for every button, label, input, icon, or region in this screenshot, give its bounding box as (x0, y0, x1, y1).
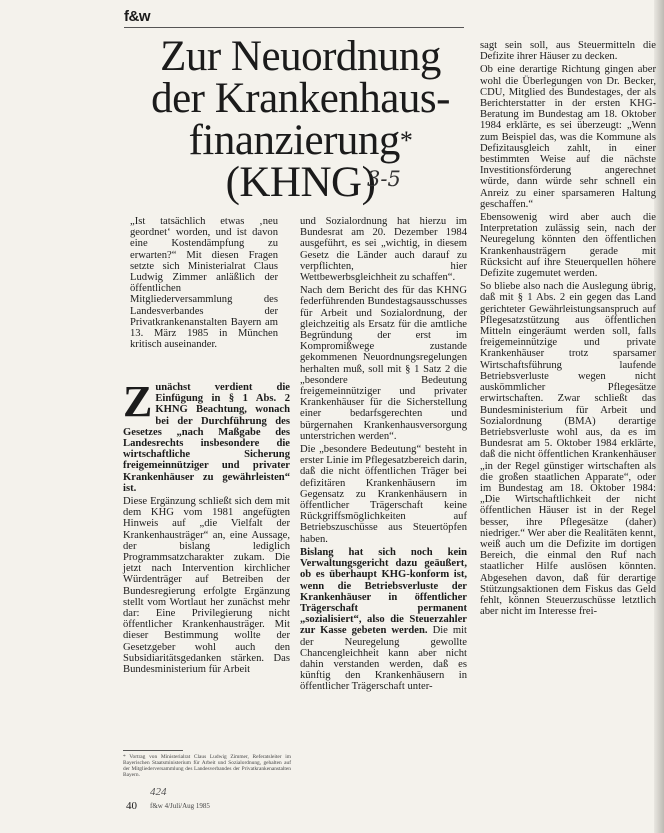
column-left (123, 377, 290, 677)
paragraph: Nach dem Bericht des für das KHNG federführenden Bundestagsausschusses für Arbeit und Sozialordnung, der gleichzeitig als Ersatz für die amtliche Begründung der erst im Kompromißwege zustande gekommenen Neuordnungsregelungen herhalten muß, soll mit § 1 Satz 2 die „besondere Bedeutung freigemeinnütziger und privater Krankenhäuser für die Sicherstellung einer bedarfsgerechten und bürgernahen Krankenhausversorgung unterstrichen werden“. (300, 285, 467, 442)
bold-paragraph: Bislang hat sich noch kein Verwaltungsgericht dazu geäußert, ob es überhaupt KHG-konform ist, wenn die Betriebsverluste der Krankenhäuser in öffentlicher Trägerschaft permanent „sozialisiert“, also die Steuerzahler zur Kasse gebeten werden. (300, 546, 467, 637)
header-rule (124, 27, 464, 28)
paragraph: Ob eine derartige Richtung gingen aber wohl die Überlegungen von Dr. Becker, CDU, Mitglied des Bundestages, der als Berichterstatter in der ersten KHG-Beratung im Bundestag am 18. Oktober 1984 erklärte, es sei überzeugt: „Wenn zum Beispiel das, was die Kommune als Defizitausgleich zahlt, in einer bestimmten Weise auf die nächste Investitionsförderung angerechnet würde, dann würde sehr schnell ein Anreiz zu einer sparsameren Haltung geschaffen.“ (480, 64, 656, 210)
magazine-logo: f&w (124, 8, 150, 25)
paragraph: Diese Ergänzung schließt sich dem mit dem KHG vom 1981 angefügten Hinweis auf „die Vielfalt der Krankenhausträger“ an, eine Aussage, der bislang lediglich Programmsatzcharakter zukam. Die jetzt nach Intervention kirchlicher Würdenträger auf Betreiben der Bundesregierung erfolgte Ergänzung stellt vom Wortlaut her zunächst mehr dar: Eine Privilegierung nicht öffentlicher Krankenhausträger. Mit dieser Bestimmung wollte der Gesetzgeber wohl auch den Subsidiaritätsgedanken stärken. Das Bundesministerium für Arbeit (123, 496, 290, 676)
title-line-4: (KHNG) (225, 159, 376, 206)
paragraph: So bliebe also nach die Auslegung übrig, daß mit § 1 Abs. 2 ein gegen das Land gerichteter Gewährleistungsanspruch auf Pflegesatzstützung aus öffentlichen Mitteln eingeräumt werden soll, falls freigemeinnützige und private Krankenhäuser trotz sparsamer Wirtschaftsführung laufende Betriebsverluste wegen nicht auskömmlicher Pflegesätze erwirtschaften. Zwar schließt das Bundesministerium für Arbeit und Sozialordnung (BMA) derartige Betriebsverluste wohl aus, da es im Bundesrat am 5. Oktober 1984 erklärte, daß die nicht öffentlichen Krankenhäuser „in der Regel günstiger wirtschaften als die großen staatlichen Apparate“, oder im Bundestag am 18. Oktober 1984: „Die Wirtschaftlichkeit der nicht öffentlichen Häuser ist in der Regel besser, ihre Pflegesätze (daher) niedriger.“ Wer aber die Realitäten kennt, weiß auch um die Defizite im dortigen Bereich, die einmal den Ruf nach staatlicher Hilfe auslösen könnten. Abgesehen davon, daß für derartige Stützungsaktionen dem Fiskus das Geld fehlt, können Steuerzuschüsse letztlich aber nicht im Interesse frei- (480, 281, 656, 618)
drop-cap: Z (123, 377, 153, 426)
title-line-3: finanzierung (188, 117, 400, 164)
lead-paragraph: unächst verdient die Einfügung in § 1 Abs. 2 KHNG Beachtung, wonach bei der Durchführung des Gesetzes „nach Maßgabe des Landesrechts insbesondere die wirtschaftliche Sicherung freigemeinnütziger und privater Krankenhäuser zu gewährleisten“ ist. (123, 382, 290, 494)
paragraph: sagt sein soll, aus Steuermitteln die Defizite ihrer Häuser zu decken. (480, 40, 656, 63)
title-line-1: Zur Neuordnung (160, 33, 441, 80)
paragraph: Die „besondere Bedeutung“ besteht in erster Linie im Pflegesatzbereich darin, daß die nicht öffentlichen Träger bei defizitären Krankenhäusern im Gegensatz zu Krankenhäusern in öffentlicher Trägerschaft keine Rückgriffsmöglichkeiten auf Betriebszuschüsse aus Steuertöpfen haben. (300, 444, 467, 545)
paragraph: Ebensowenig wird aber auch die Interpretation zulässig sein, nach der Neuregelung könnten den öffentlichen Krankenhausträgern gerade mit Rücksicht auf ihre Steuerquellen höhere Defizite zugemutet werden. (480, 212, 656, 280)
paragraph-continuation: Die mit der Neuregelung gewollte Chancengleichheit kann aber nicht dahin verstanden werden, daß es künftig den Krankenhäusern in öffentlicher Trägerschaft unter- (300, 625, 467, 693)
article-intro: „Ist tatsächlich etwas ‚neu geordnet‘ worden, und ist davon eine Kostendämpfung zu erwarten?“ Mit diesen Fragen setzte sich Ministerialrat Claus Ludwig Zimmer anläßlich der öffentlichen Mitgliederversammlung des Landesverbandes der Privatkrankenanstalten Bayern am 13. März 1985 in München kritisch auseinander. (130, 216, 278, 351)
column-right (480, 40, 656, 619)
title-footnote-star: * (399, 126, 413, 155)
issue-info: f&w 4/Juli/Aug 1985 (150, 802, 210, 810)
page-number: 40 (126, 800, 137, 812)
article-title (128, 33, 473, 206)
title-line-2: der Krankenhaus- (151, 75, 450, 122)
paragraph: und Sozialordnung hat hierzu im Bundesrat am 20. Dezember 1984 ausgeführt, es sei „wichtig, in diesem Gesetz die Länder auch darauf zu verpflichten, hier Wettbewerbsgleichheit zu schaffen“. (300, 216, 467, 284)
column-middle (300, 216, 467, 695)
footnote-rule (123, 750, 183, 751)
handwritten-page-number: 424 (150, 786, 167, 798)
handwritten-note: 3-5 (367, 167, 401, 191)
footnote: * Vortrag von Ministerialrat Claus Ludwig Zimmer, Referatsleiter im Bayerischen Staatsministerium für Arbeit und Sozialordnung, gehalten auf der Mitgliederversammlung des Landesverbandes der Privatkrankenanstalten Bayern. (123, 754, 291, 778)
